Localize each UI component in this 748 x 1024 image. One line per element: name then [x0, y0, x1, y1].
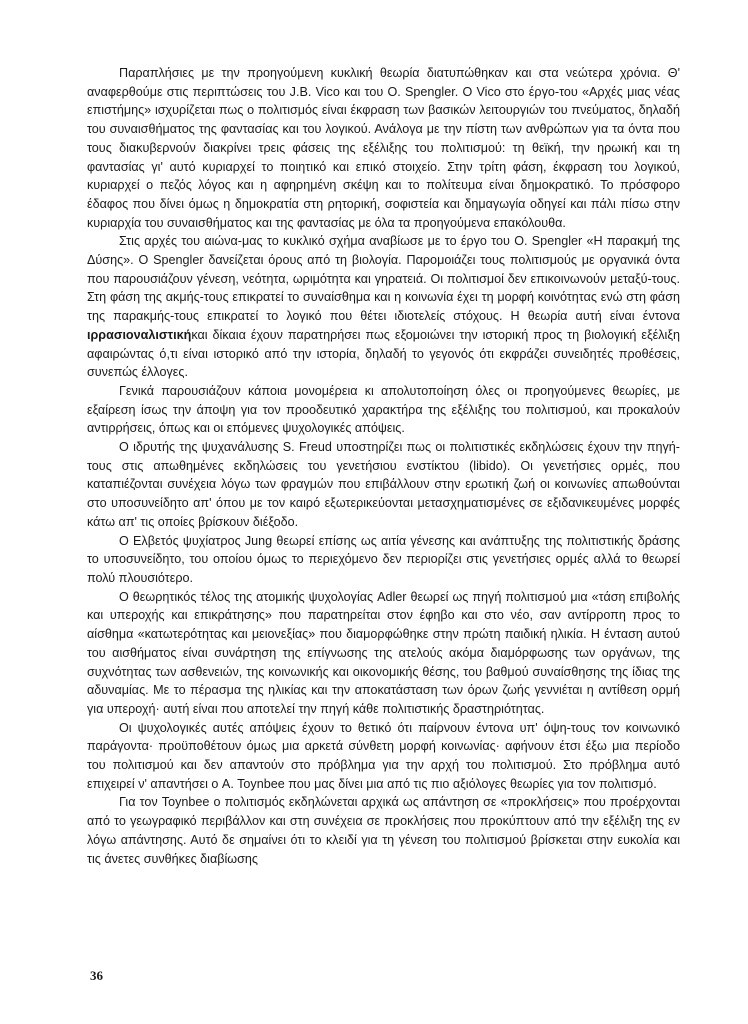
page-number: 36	[90, 968, 103, 983]
paragraph-jung: Ο Ελβετός ψυχίατρος Jung θεωρεί επίσης ως αιτία γένεσης και ανάπτυξης της πολιτιστικής δράσης το υποσυνείδητο, του οποίου όμως το περιεχόμενο δεν περιορίζει στις γενετήσιες ορμές αλλά το θεωρεί πολύ πλουσιότερο.	[87, 533, 680, 585]
paragraph-vico-spengler: Παραπλήσιες με την προηγούμενη κυκλική θεωρία διατυπώθηκαν και στα νεώτερα χρόνια. Θ' αναφερθούμε στις περιπτώσεις του J.B. Vico και του O. Spengler. Ο Vico στο έργο-του «Αρχές μιας νέας επιστήμης» ισχυρίζεται πως ο πολιτισμός είναι έκφραση των βασικών λειτουργιών του πνεύματος, δηλαδή του συναισθήματος της φαντασίας και του λογικού. Ανάλογα με την πίστη των ανθρώπων για τα όντα που τους διακυβερνούν διακρίνει τρεις φάσεις της εξέλιξης του πολιτισμού: τη θεϊκή, την ηρωική και τη φαντασίας γι' αυτό κυριαρχεί το ποιητικό και επικό στοιχείο. Στην τρίτη φάση, έκφραση του λογικού, κυριαρχεί ο πεζός λόγος και η αφηρημένη σκέψη και το πολίτευμα είναι δημοκρατικό. Το πρόσφορο έδαφος που δίνει όμως η δημοκρατία στη ρητορική, σοφιστεία και δημαγωγία οδηγεί και πάλι πίσω στην κυριαρχία του συναισθήματος και της φαντασίας με όλα τα προηγούμενα επακόλουθα.	[87, 66, 680, 230]
paragraph-adler: Ο θεωρητικός τέλος της ατομικής ψυχολογίας Adler θεωρεί ως πηγή πολιτισμού μια «τάση επιβολής και υπεροχής και επικράτησης» που παρατηρείται στον έφηβο και στο νέο, σαν αντίρροπη προς το αίσθημα «κατωτερότητας και μειονεξίας» που διαμορφώθηκε στην πρώτη παιδική ηλικία. Η ένταση αυτού του αισθήματος είναι συνάρτηση της επίγνωσης της ατελούς ακόμα διαμόρφωσης των οργάνων, της συχνότητας των ασθενειών, της κοινωνικής και οικονομικής θέσης, του βαθμού συναίσθησης της ίδιας της αδυναμίας. Με το πέρασμα της ηλικίας και την αποκατάσταση των όρων ζωής γεννιέται η αντίθεση ορμή για υπεροχή· αυτή είναι που αποτελεί την πηγή κάθε πολιτιστικής δραστηριότητας.	[87, 589, 680, 716]
highlighted-term-irrationalist: ιρρασιοναλιστική	[87, 327, 192, 342]
body-text	[87, 64, 680, 868]
paragraph-spengler-decline	[87, 232, 680, 382]
paragraph-freud: Ο ιδρυτής της ψυχανάλυσης S. Freud υποστηρίζει πως οι πολιτιστικές εκδηλώσεις έχουν την πηγή-τους στις απωθημένες εκδηλώσεις του γενετήσιου ενστίκτου (libido). Οι γενετήσιες ορμές, που καταπιέζονται συνέχεια λόγω των φραγμών που επιβάλλουν στην ερωτική ζωή οι κοινωνίες απωθούνται στο υποσυνείδητο απ' όπου με τον καιρό εξωτερικεύονται μετασχηματισμένες σε εξιδανικευμένες μορφές κάτω απ' τις οποίες βρίσκουν διέξοδο.	[87, 440, 680, 529]
paragraph-one-sidedness: Γενικά παρουσιάζουν κάποια μονομέρεια κι απολυτοποίηση όλες οι προηγούμενες θεωρίες, με εξαίρεση ίσως την άποψη για τον προοδευτικό χαρακτήρα της εξέλιξης του πολιτισμού, και προκαλούν αντιρρήσεις, όπως και οι επόμενες ψυχολογικές απόψεις.	[87, 383, 680, 436]
paragraph-spengler-text: Στις αρχές του αιώνα-μας το κυκλικό σχήμα αναβίωσε με το έργο του O. Spengler «Η παρακμή της Δύσης». Ο Spengler δανείζεται όρους από τη βιολογία. Παρομοιάζει τους πολιτισμούς με οργανικά όντα που παρουσιάζουν γένεση, νεότητα, ωριμότητα και γηρατειά. Οι πολιτισμοί δεν επικοινωνούν μεταξύ-τους. Στη φάση της ακμής-τους επικρατεί το συναίσθημα και η κοινωνία έχει τη μορφή κοινότητας ενώ στη φάση της παρακμής-τους επικρατεί το λογικό που θέτει ιδιοτελείς στόχους. Η θεωρία αυτή είναι έντονα	[87, 234, 680, 324]
paragraph-spengler-continuation: και δίκαια έχουν παρατηρήσει πως εξομοιώνει την ιστορική προς τη βιολογική εξέλιξη αφαιρώντας ό,τι είναι ιστορικό από την ιστορία, δηλαδή το γεγονός ότι εκφράζει συνειδητές προθέσεις, συνεπώς έλλογες.	[87, 327, 680, 380]
paragraph-toynbee: Για τον Toynbee ο πολιτισμός εκδηλώνεται αρχικά ως απάντηση σε «προκλήσεις» που προέρχονται από το γεωγραφικό περιβάλλον και στη συνέχεια σε προκλήσεις που προκύπτουν από την εξέλιξη της εν λόγω απάντησης. Αυτό δε σημαίνει ότι το κλειδί για τη γένεση του πολιτισμού βρίσκεται στην ευκολία και τις άνετες συνθήκες διαβίωσης	[87, 795, 680, 866]
paragraph-psychological-views: Οι ψυχολογικές αυτές απόψεις έχουν το θετικό ότι παίρνουν έντονα υπ' όψη-τους τον κοινωνικό παράγοντα· προϋποθέτουν όμως μια αρκετά σύνθετη μορφή κοινωνίας· αφήνουν έτσι έξω μια περίοδο του πολιτισμού και δεν απαντούν στο πρόβλημα για την αρχή του πολιτισμού. Στο πρόβλημα αυτό επιχειρεί ν' απαντήσει ο A. Toynbee που μας δίνει μια από τις πιο αξιόλογες θεωρίες για τον πολιτισμό.	[87, 720, 680, 791]
